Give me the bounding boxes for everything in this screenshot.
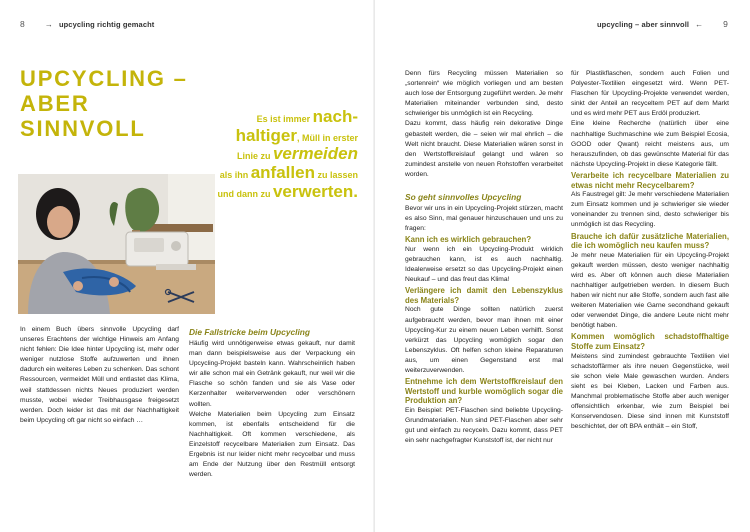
r1-paragraph-6: Ein Beispiel: PET-Flaschen sind beliebte Upcycling-Grundmaterialien. Nun sind PET-Flaschen aber sehr gut und einfach zu recyceln. Dazu kommt, dass PET ein sehr nachgefragter Kunststoff ist, der nicht nur [405,406,563,445]
right-running-head-text: upcycling – aber sinnvoll [596,19,690,29]
intro-paragraph: In einem Buch übers sinnvolle Upcycling darf unseres Erachtens der wichtige Hinweis am Anfang nicht fehlen: Die Idee hinter Upcycling ist, mehr oder weniger nutzlose Stoffe aufzuwerten und ihnen dadurch ein weiteres Leben zu schenken. Das schont Ressourcen, vermeidet Müll und entlastet das Klima, weil stattdessen nichts Neues produziert werden musste, wobei wieder Treibhausgase freigesetzt werden. Doch leider ist das mit der Nachhaltigkeit beim Upcycling oft gar nicht so einfach … [20,326,179,424]
r2-paragraph-4: Je mehr neue Materialien für ein Upcycling-Projekt gekauft werden müssen, desto weniger nachhaltig wird es. Aber oft können auch diese Materialien nachhaltiger aufgetrieben werden. In diesem Buch haben wir nicht nur alle Stoffe, sondern auch fast alle weiteren Materialien wie Garne secondhand gekauft oder verwendet Dinge, die andere Leute nicht mehr benötigt haben. [571,251,729,330]
quote-l5b: verwerten. [272,181,358,201]
r1-paragraph-3: Bevor wir uns in ein Upcycling-Projekt stürzen, macht es also Sinn, mal genauer hinzuschauen und uns zu fragen: [405,205,563,233]
left-page-number: 8 [20,19,25,29]
question-3: Entnehme ich dem Wertstoffkreislauf den Wertstoff und kurble womöglich sogar die Produktion an? [405,377,563,406]
fallstricke-paragraph-2: Welche Materialien beim Upcycling zum Einsatz kommen, ist ebenfalls entscheidend für die Nachhaltigkeit. Oft kommen verschiedene, als Einzelstoff recycelbare Materialien zum Einsatz. Das Ergebnis ist nur leider nicht mehr recycelbar und muss am Ende der Nutzung über den Restmüll entsorgt werden. [189,410,355,479]
right-page [375,0,750,532]
quote-l5a: und dann zu [217,188,273,199]
r2-paragraph-2: Eine kleine Recherche (natürlich über eine nachhaltige Suchmaschine wie zum Beispiel Ecosia, GOOD oder Qwant) reicht meistens aus, um herauszufinden, ob das gewünschte Material für das nächste Upcycling-Projekt in diese Kategorie fällt. [571,120,729,168]
left-column-2 [189,325,355,480]
r2-paragraph-3: Als Faustregel gilt: Je mehr verschiedene Materialien zum Einsatz kommen und je schwieriger sie wieder voneinander zu trennen sind, desto schwieriger bis unmöglich ist das Recycling. [571,191,729,229]
fallstricke-paragraph-1: Häufig wird unnötigerweise etwas gekauft, nur damit man dann beispielsweise aus der Verpackung ein Upcycling-Projekt basteln kann. Wahrscheinlich haben wir alle schon mal ein Getränk gekauft, nur weil wir die Flasche so schön fanden und sie als Vase oder Kerzenhalter weiterverwenden oder verschönern wollten. [189,340,355,408]
r1-paragraph-5: Noch gute Dinge sollten natürlich zuerst aufgebraucht werden, bevor man ihnen mit einer Upcycling-Kur zu einem neuen Leben verhilft. Sonst verkürzt das Upcycling womöglich sogar den Lebenszyklus. Oft helfen schon kleine Reparaturen aus, um einen Gegenstand erst mal weiterzuverwenden. [405,306,563,375]
r1-paragraph-2: Dazu kommt, dass häufig rein dekorative Dinge gebastelt werden, die – seien wir mal ehrlich – die Welt nicht braucht. Diese Materialien wären sonst in den Wertstoffkreislauf gelangt und wären so zumindest anstelle von neuen Rohstoffen verarbeitet worden. [405,120,563,178]
right-column-1 [405,69,563,446]
quote-l3a: Linie zu [236,151,273,162]
question-4: Verarbeite ich recycelbare Materialien zu etwas nicht mehr Recycelbarem? [571,170,729,190]
left-column-1 [20,325,179,426]
question-5: Brauche ich dafür zusätzliche Materialien, die ich womöglich neu kaufen muss? [571,231,729,251]
r2-paragraph-1: für Plastikflaschen, sondern auch Folien und Polyester-Textilien eingesetzt wird. Wenn PET-Flaschen für Upcycling-Projekte verwendet werden, sinkt der Anteil an recyceltem PET auf dem Markt und es wird mehr PET aus Erdöl produziert. [571,70,729,118]
quote-l1b: nach- [312,107,358,126]
page-title: UPCYCLING – ABER SINNVOLL [20,66,188,141]
quote-l1a: Es ist immer [256,114,313,124]
right-running-header [597,19,728,29]
quote-l2c: in erster [322,132,358,143]
quote-l4a: als ihn [219,170,251,181]
right-page-number: 9 [723,19,728,29]
section-heading-fallstricke: Die Fallstricke beim Upcycling [189,327,311,337]
photo-woman-sewing-machine [18,174,215,314]
r2-paragraph-5: Meistens sind zumindest gebrauchte Textilien viel schadstoffärmer als ihre neuen Gegenstücke, weil sie schon viele Male gewaschen wurden. Anders sieht es bei Kleben, Lacken und Farben aus. Manchmal problematische Stoffe aber auch weniger offensichtlich erkenbar, wie zum Beispiel bei Konservendosen. Diese sind innen mit Kunststoff beschichtet, der oft BPA enthält – ein Stoff, [571,352,729,431]
left-running-header [20,19,154,29]
r1-paragraph-4: Nur wenn ich ein Upcycling-Produkt wirklich gebrauchen kann, ist es auch nachhaltig. Idealerweise ersetzt so das Upcycling-Projekt einen Neukauf – und das freut das Klima! [405,245,563,284]
arrow-left-icon: ← [695,19,704,29]
quote-l4b: anfallen [250,163,315,183]
arrow-right-icon: → [44,19,53,29]
question-1: Kann ich es wirklich gebrauchen? [405,235,532,245]
quote-l2a: haltiger [235,125,297,145]
quote-l3b: vermeiden [272,144,358,164]
quote-l4c: zu lassen [314,170,358,181]
question-2: Verlängere ich damit den Lebenszyklus des Materials? [405,286,563,305]
question-6: Kommen womöglich schadstoffhaltige Stoffe zum Einsatz? [571,332,729,352]
section-heading-sinnvoll: So geht sinnvolles Upcycling [405,192,522,203]
r1-paragraph-1: Denn fürs Recycling müssen Materialien so „sortenrein“ wie möglich vorliegen und am besten auch lose der Entsorgung zugeführt werden. Je mehr Materialien miteinander verbunden sind, desto schwieriger bis unmöglich ist ein Recycling. [405,70,563,118]
left-running-head-text: upcycling richtig gemacht [58,19,155,29]
right-column-2 [571,69,729,432]
quote-l2b: , Müll [296,132,323,143]
